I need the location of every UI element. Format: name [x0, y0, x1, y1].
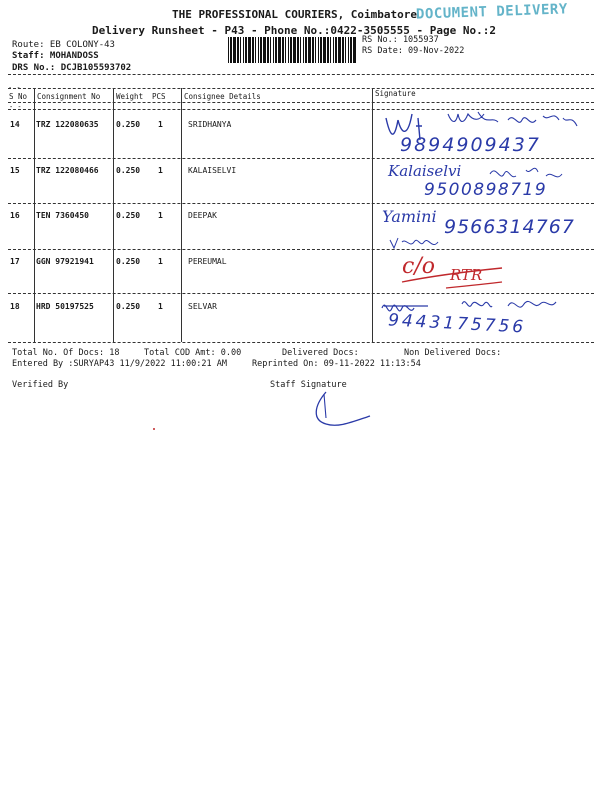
column-divider: [34, 88, 35, 342]
red-underline-strokes: [400, 262, 510, 292]
handwritten-phone-row14: 9894909437: [400, 134, 541, 156]
row-consignment: HRD 50197525: [36, 302, 94, 311]
row-consignment: TEN 7360450: [36, 211, 89, 220]
barcode-image: [228, 37, 356, 63]
staff-label: Staff: MOHANDOSS: [12, 51, 99, 61]
delivered-docs: Delivered Docs:: [282, 348, 359, 358]
row-weight: 0.250: [116, 257, 141, 266]
row-consignee: PEREUMAL: [188, 257, 227, 266]
row-divider: [8, 249, 594, 250]
column-divider: [113, 88, 114, 342]
handwritten-phone-row18: 9443175756: [387, 310, 527, 338]
header-marks: - -: [8, 84, 21, 92]
row-pcs: 1: [158, 211, 163, 220]
col-header-consignment: Consignment No: [37, 92, 101, 101]
row-consignment: TRZ 122080635: [36, 120, 99, 129]
staff-signature-label: Staff Signature: [270, 380, 347, 390]
row-divider: [8, 158, 594, 159]
row-consignment: TRZ 122080466: [36, 166, 99, 175]
drs-number: DRS No.: DCJB105593702: [12, 63, 132, 73]
rs-number: RS No.: 1055937: [362, 35, 439, 45]
entered-by: Entered By :SURYAP43 11/9/2022 11:00:21 AM: [12, 359, 227, 369]
non-delivered-docs: Non Delivered Docs:: [404, 348, 502, 358]
handwritten-note-row17-co: c/o: [402, 254, 435, 279]
document-delivery-stamp: DOCUMENT DELIVERY: [415, 1, 569, 23]
row-consignee: DEEPAK: [188, 211, 217, 220]
col-header-pcs: PCS: [152, 92, 166, 101]
row-weight: 0.250: [116, 211, 141, 220]
handwritten-name-row15: Kalaiselvi: [388, 162, 462, 180]
row-sno: 15: [10, 166, 20, 175]
header-marks: - -: [9, 103, 22, 111]
route-label: Route: EB COLONY-43: [12, 40, 115, 50]
row-sno: 16: [10, 211, 20, 220]
verified-by-label: Verified By: [12, 380, 69, 390]
header-top-rule: [8, 74, 594, 75]
row-sno: 14: [10, 120, 20, 129]
table-top-rule: [8, 88, 594, 89]
row-sno: 18: [10, 302, 20, 311]
row-divider: [8, 203, 594, 204]
row-pcs: 1: [158, 257, 163, 266]
row-pcs: 1: [158, 120, 163, 129]
handwritten-note-row17-rtr: RTR: [450, 266, 483, 284]
signature-row16-scribble: [388, 232, 458, 250]
staff-signature-mark: [308, 386, 378, 436]
column-divider: [372, 88, 373, 342]
total-docs: Total No. Of Docs: 18: [12, 348, 120, 358]
col-header-weight: Weight: [116, 92, 144, 101]
row-consignee: KALAISELVI: [188, 166, 237, 175]
handwritten-phone-row16: 9566314767: [444, 216, 575, 238]
col-header-signature: Signature: [375, 89, 416, 98]
row-pcs: 1: [158, 302, 163, 311]
row-weight: 0.250: [116, 302, 141, 311]
red-dot-mark: [153, 428, 155, 430]
column-divider: [181, 88, 182, 342]
handwritten-name-row16: Yamini: [382, 207, 437, 226]
total-cod: Total COD Amt: 0.00: [144, 348, 242, 358]
table-bottom-rule: [8, 342, 594, 343]
row-sno: 17: [10, 257, 20, 266]
runsheet-title: Delivery Runsheet - P43 - Phone No.:0422-3505555 - Page No.:2: [92, 24, 496, 37]
handwritten-phone-row15: 9500898719: [424, 180, 548, 200]
col-header-consignee: Consignee Details: [184, 92, 261, 101]
table-header-rule: [8, 102, 594, 103]
row-weight: 0.250: [116, 166, 141, 175]
row-consignee: SRIDHANYA: [188, 120, 232, 129]
rs-date: RS Date: 09-Nov-2022: [362, 46, 465, 56]
row-weight: 0.250: [116, 120, 141, 129]
company-title: THE PROFESSIONAL COURIERS, Coimbatore: [172, 8, 418, 21]
row-consignment: GGN 97921941: [36, 257, 94, 266]
col-header-sno: S No: [9, 92, 28, 101]
row-consignee: SELVAR: [188, 302, 217, 311]
row-pcs: 1: [158, 166, 163, 175]
reprinted-on: Reprinted On: 09-11-2022 11:13:54: [252, 359, 421, 369]
